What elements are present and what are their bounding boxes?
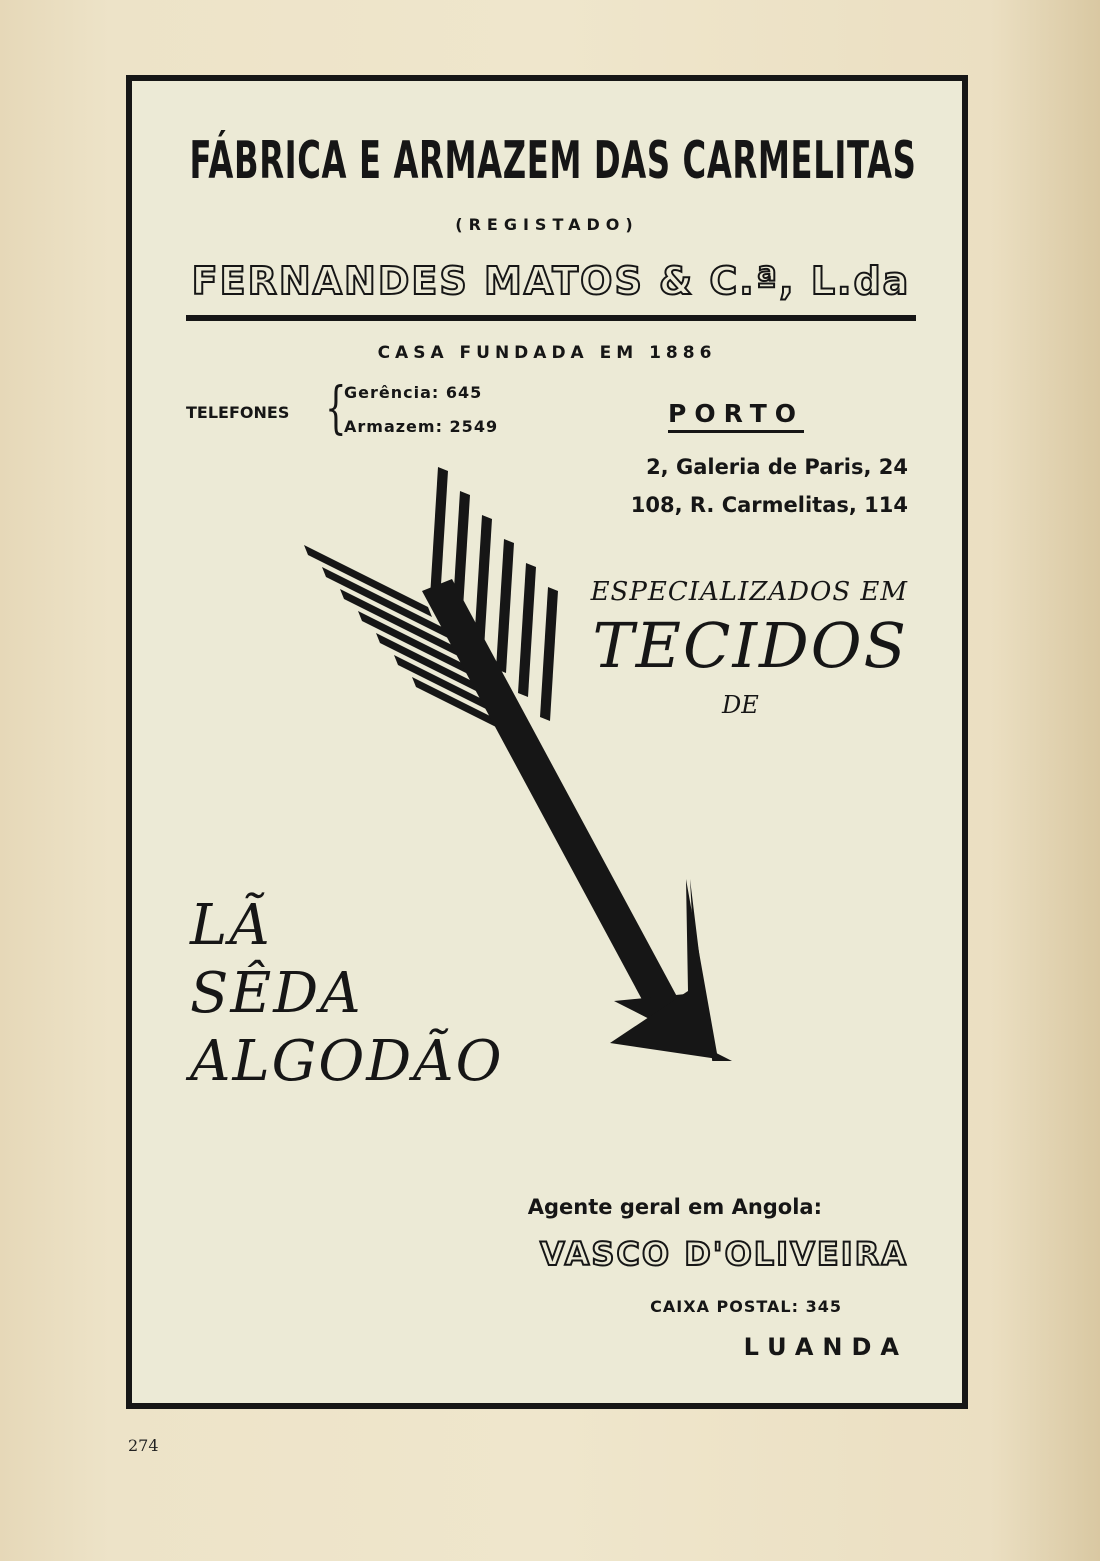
founded-note: CASA FUNDADA EM 1886 bbox=[377, 343, 717, 363]
company-name: FERNANDES MATOS & C.ª, L.da bbox=[191, 259, 911, 303]
agent-city: LUANDA bbox=[743, 1333, 908, 1361]
specialized-heading: ESPECIALIZADOS EM bbox=[590, 577, 908, 607]
phones-label: TELEFONES bbox=[186, 403, 290, 422]
divider bbox=[186, 315, 916, 321]
city-porto: PORTO bbox=[668, 399, 804, 433]
address-line-2: 108, R. Carmelitas, 114 bbox=[630, 493, 908, 517]
de-word: DE bbox=[722, 691, 759, 719]
phone-warehouse: Armazem: 2549 bbox=[344, 417, 499, 436]
agent-name: VASCO D'OLIVEIRA bbox=[539, 1235, 908, 1273]
tecidos-heading: TECIDOS bbox=[592, 609, 908, 682]
fabric-silk: SÊDA bbox=[190, 961, 363, 1026]
ad-title: FÁBRICA E ARMAZEM DAS CARMELITAS bbox=[189, 131, 917, 191]
address-line-1: 2, Galeria de Paris, 24 bbox=[646, 455, 908, 479]
agent-postal-box: CAIXA POSTAL: 345 bbox=[650, 1297, 842, 1316]
phones-brace: { bbox=[325, 376, 347, 441]
fabric-cotton: ALGODÃO bbox=[190, 1029, 504, 1094]
phone-management: Gerência: 645 bbox=[344, 383, 483, 402]
fabric-wool: LÃ bbox=[190, 893, 272, 958]
page-number: 274 bbox=[128, 1436, 159, 1455]
advertisement bbox=[126, 75, 968, 1409]
agent-label: Agente geral em Angola: bbox=[527, 1195, 822, 1219]
registered-note: (REGISTADO) bbox=[455, 215, 639, 234]
